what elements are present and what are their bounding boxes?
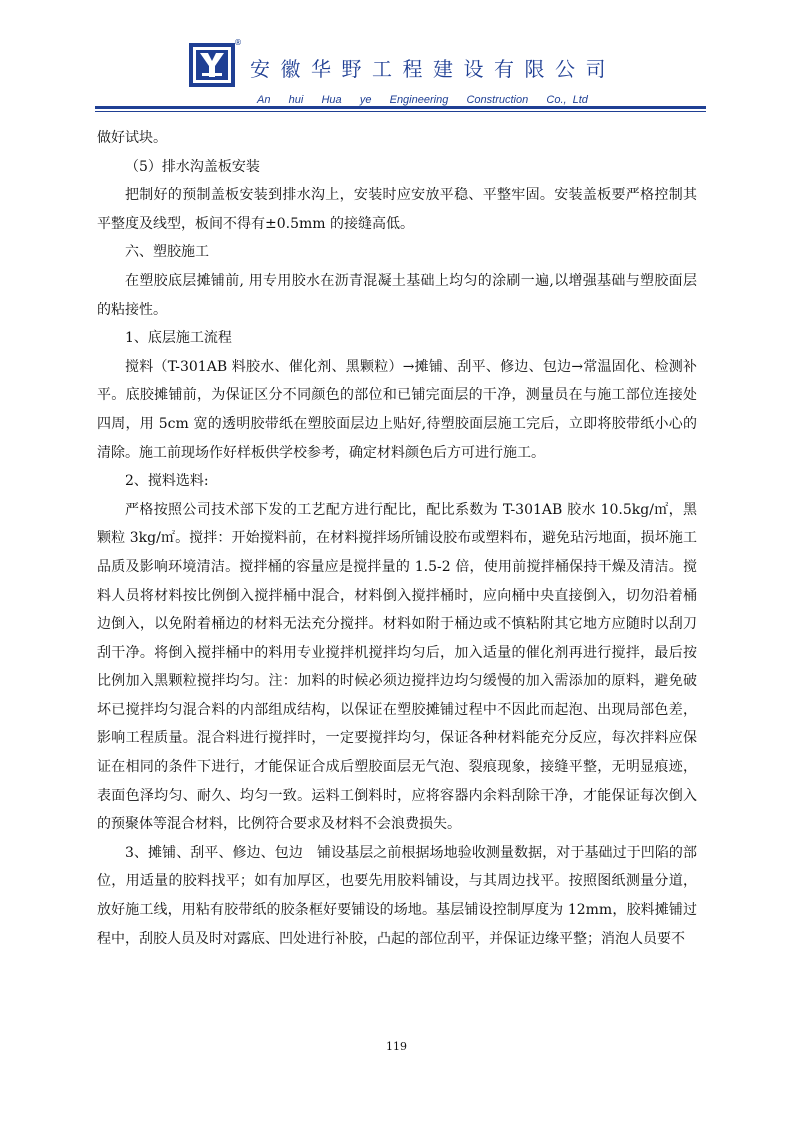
paragraph: 2、搅料选料: (125, 473, 209, 490)
company-name-chinese: 安徽华野工程建设有限公司 (250, 57, 616, 81)
page-number: 119 (386, 1040, 407, 1053)
paragraph: 3、摊铺、刮平、修边、包边 铺设基层之前根据场地验收测量数据，对于基础过于凹陷的部位，用适量的胶料找平；如有加厚区，也要先用胶料铺设，与其周边找平。按照图纸测量分道，放好施工线，用粘有胶带纸的胶条框好要铺设的场地。基层铺设控制厚度为 12mm，胶料摊铺过程中，刮胶人员及时对露底、凹处进行补胶，凸起的部位刮平，并保证边缘平整；消泡人员要不 (97, 844, 697, 947)
document-body (97, 124, 697, 953)
paragraph: 严格按照公司技术部下发的工艺配方进行配比，配比系数为 T-301AB 胶水 10.5kg/㎡，黑颗粒 3kg/㎡。搅拌：开始搅料前，在材料搅拌场所铺设胶布或塑料布，避免玷污地面，损坏施工品质及影响环境清洁。搅拌桶的容量应是搅拌量的 1.5-2 倍，使用前搅拌桶保持干燥及清洁。搅料人员将材料按比例倒入搅拌桶中混合，材料倒入搅拌桶时，应向桶中央直接倒入，切勿沿着桶边倒入，以免附着桶边的材料无法充分搅拌。材料如附于桶边或不慎粘附其它地方应随时以刮刀刮干净。将倒入搅拌桶中的料用专业搅拌机搅拌均匀后，加入适量的催化剂再进行搅拌，最后按比例加入黑颗粒搅拌均匀。注：加料的时候必须边搅拌边均匀缓慢的加入需添加的原料，避免破坏已搅拌均匀混合料的内部组成结构，以保证在塑胶摊铺过程中不因此而起泡、出现局部色差，影响工程质量。混合料进行搅拌时，一定要搅拌均匀，保证各种材料能充分反应，每次拌料应保证在相同的条件下进行，才能保证合成后塑胶面层无气泡、裂痕现象，接缝平整，无明显痕迹，表面色泽均匀、耐久、均匀一致。运料工倒料时，应将容器内余料刮除干净，才能保证每次倒入的预聚体等混合材料，比例符合要求及材料不会浪费损失。 (97, 501, 697, 833)
paragraph: 把制好的预制盖板安装到排水沟上，安装时应安放平稳、平整牢固。安装盖板要严格控制其平整度及线型，板间不得有±0.5mm 的接缝高低。 (97, 187, 697, 232)
paragraph: 在塑胶底层摊铺前, 用专用胶水在沥青混凝土基础上均匀的涂刷一遍,以增强基础与塑胶面层的粘接性。 (97, 272, 697, 318)
registered-trademark-mark: ® (234, 38, 242, 47)
company-name-english: An hui Hua ye Engineering Construction Co., Ltd (257, 94, 588, 106)
paragraph: 做好试块。 (97, 130, 167, 146)
paragraph: 六、塑胶施工 (125, 244, 209, 261)
paragraph: 1、底层施工流程 (125, 330, 232, 347)
paragraph: （5）排水沟盖板安装 (125, 158, 260, 175)
header-divider-thick (95, 106, 706, 109)
header-divider-thin (95, 111, 706, 112)
page-header (0, 0, 793, 112)
paragraph: 搅料（T-301AB 料胶水、催化剂、黑颗粒）→摊铺、刮平、修边、包边→常温固化、检测补平。底胶摊铺前，为保证区分不同颜色的部位和已铺完面层的干净，测量员在与施工部位连接处四周，用 5cm 宽的透明胶带纸在塑胶面层边上贴好,待塑胶面层施工完后，立即将胶带纸小心的清除。施工前现场作好样板供学校参考，确定材料颜色后方可进行施工。 (97, 358, 697, 461)
company-logo-icon (188, 42, 236, 88)
